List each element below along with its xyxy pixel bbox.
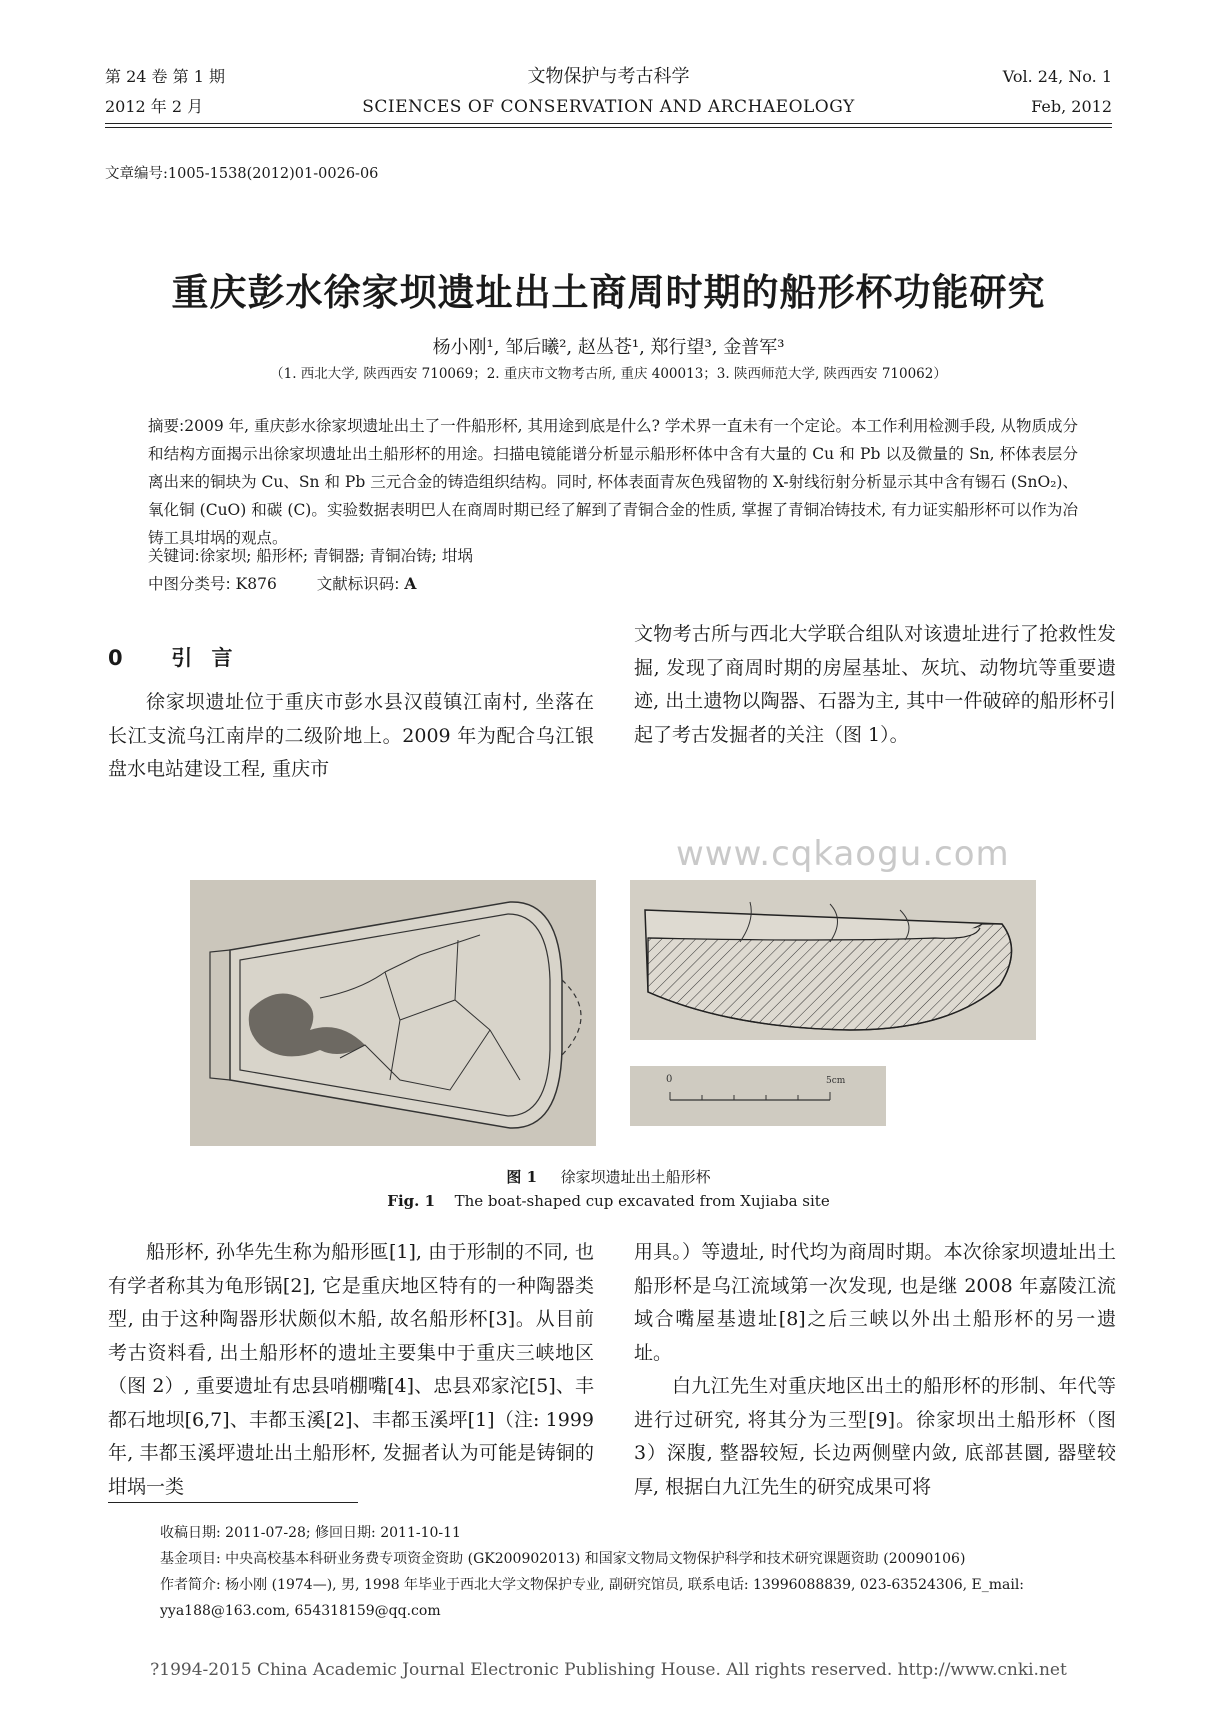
figure-caption-en-text: The boat-shaped cup excavated from Xujiaba site — [454, 1192, 830, 1210]
figure-photo-top-view — [190, 880, 596, 1146]
figure-caption-en-label: Fig. 1 — [387, 1192, 436, 1210]
copyright-footer: ?1994-2015 China Academic Journal Electronic Publishing House. All rights reserved. http://www.cnki.net — [150, 1660, 1067, 1680]
clc-value: K876 — [235, 575, 277, 593]
scale-start-label: 0 — [666, 1074, 673, 1085]
boat-cup-section-drawing — [630, 880, 1036, 1040]
footnote-fund: 基金项目: 中央高校基本科研业务费专项资金资助 (GK200902013) 和国家文物局文物保护科学和技术研究课题资助 (20090106) — [160, 1551, 966, 1567]
affiliations: （1. 西北大学, 陕西西安 710069；2. 重庆市文物考古所, 重庆 400013；3. 陕西师范大学, 陕西西安 710062） — [270, 366, 947, 382]
classification — [148, 570, 1078, 598]
article-number: 文章编号:1005-1538(2012)01-0026-06 — [105, 166, 379, 182]
figure-caption-en — [0, 1192, 1217, 1210]
header-rule — [105, 123, 1112, 124]
footnote-author-email: yya188@163.com, 654318159@qq.com — [160, 1603, 441, 1619]
figure-caption-cn-label: 图 1 — [506, 1168, 538, 1186]
journal-title-cn: 文物保护与考古科学 — [527, 66, 690, 87]
author-list: 杨小刚¹, 邹后曦², 赵丛苍¹, 郑行望³, 金普军³ — [432, 337, 785, 358]
intro-paragraph-1: 徐家坝遗址位于重庆市彭水县汉葭镇江南村, 坐落在长江支流乌江南岸的二级阶地上。2009 年为配合乌江银盘水电站建设工程, 重庆市 — [108, 691, 594, 780]
figure-caption-cn — [0, 1166, 1217, 1187]
keywords — [148, 542, 1078, 570]
body-paragraph-2: 船形杯, 孙华先生称为船形匜[1], 由于形制的不同, 也有学者称其为龟形锅[2], 它是重庆地区特有的一种陶器类型, 由于这种陶器形状颇似木船, 故名船形杯[3]。从目前考古资料看, 出土船形杯的遗址主要集中于重庆三峡地区（图 2）, 重要遗址有忠县哨棚嘴[4]、忠县邓家沱[5]、丰都石地坝[6,7]、丰都玉溪[2]、丰都玉溪坪[1]（注: 1999 年, 丰都玉溪坪遗址出土船形杯, 发掘者认为可能是铸铜的坩埚一类 — [108, 1241, 594, 1498]
abstract-label: 摘要: — [148, 417, 185, 435]
footnote-author: 作者简介: 杨小刚 (1974—), 男, 1998 年毕业于西北大学文物保护专业, 副研究馆员, 联系电话: 13996088839, 023-63524306, E_mail: — [160, 1577, 1025, 1593]
footnotes — [160, 1520, 1120, 1624]
intro-left-column — [108, 686, 594, 787]
paper-title: 重庆彭水徐家坝遗址出土商周时期的船形杯功能研究 — [171, 271, 1046, 314]
intro-paragraph-1-cont: 文物考古所与西北大学联合组队对该遗址进行了抢救性发掘, 发现了商周时期的房屋基址、灰坑、动物坑等重要遗迹, 出土遗物以陶器、石器为主, 其中一件破碎的船形杯引起了考古发掘者的关注（图 1）。 — [634, 623, 1116, 746]
clc-label: 中图分类号: — [148, 575, 231, 593]
figure-scale-bar — [630, 1066, 886, 1126]
section-heading — [108, 642, 239, 672]
keywords-label: 关键词: — [148, 547, 200, 565]
doc-code-value: A — [404, 574, 417, 593]
header-rule-thin — [105, 127, 1112, 128]
doc-code-label: 文献标识码: — [316, 575, 400, 593]
journal-date-en: Feb, 2012 — [1031, 97, 1112, 116]
journal-title-en: SCIENCES OF CONSERVATION AND ARCHAEOLOGY — [362, 97, 855, 117]
section-title: 引 言 — [171, 646, 239, 670]
abstract-text: 2009 年, 重庆彭水徐家坝遗址出土了一件船形杯, 其用途到底是什么? 学术界一直未有一个定论。本工作利用检测手段, 从物质成分和结构方面揭示出徐家坝遗址出土船形杯的用途。扫描电镜能谱分析显示船形杯体中含有大量的 Cu 和 Pb 以及微量的 Sn, 杯体表层分离出来的铜块为 Cu、Sn 和 Pb 三元合金的铸造组织结构。同时, 杯体表面青灰色残留物的 X-射线衍射分析显示其中含有锡石 (SnO₂)、氧化铜 (CuO) 和碳 (C)。实验数据表明巴人在商周时期已经了解到了青铜合金的性质, 掌握了青铜冶铸技术, 有力证实船形杯可以作为冶铸工具坩埚的观点。 — [148, 417, 1078, 547]
keywords-text: 徐家坝; 船形杯; 青铜器; 青铜冶铸; 坩埚 — [199, 547, 473, 565]
journal-volume: 第 24 卷 第 1 期 — [105, 67, 225, 86]
intro-right-column — [634, 618, 1116, 752]
scale-end-label: 5cm — [826, 1076, 846, 1086]
section-number: 0 — [108, 646, 129, 670]
figure-caption-cn-text: 徐家坝遗址出土船形杯 — [560, 1168, 711, 1186]
figure-photo-section-view — [630, 880, 1036, 1040]
footnote-rule — [108, 1502, 358, 1503]
journal-date: 2012 年 2 月 — [105, 97, 204, 116]
body-right-column — [634, 1236, 1116, 1504]
boat-cup-plan-drawing — [190, 880, 596, 1146]
journal-volume-en: Vol. 24, No. 1 — [1002, 67, 1112, 86]
body-paragraph-2-cont: 用具。）等遗址, 时代均为商周时期。本次徐家坝遗址出土船形杯是乌江流域第一次发现, 也是继 2008 年嘉陵江流域合嘴屋基遗址[8]之后三峡以外出土船形杯的另一遗址。 — [634, 1241, 1116, 1364]
site-watermark: www.cqkaogu.com — [676, 834, 1010, 874]
abstract — [148, 412, 1078, 552]
body-paragraph-3: 白九江先生对重庆地区出土的船形杯的形制、年代等进行过研究, 将其分为三型[9]。徐家坝出土船形杯（图 3）深腹, 整器较短, 长边两侧壁内敛, 底部甚圜, 器壁较厚, 根据白九江先生的研究成果可将 — [634, 1375, 1116, 1498]
footnote-received: 收稿日期: 2011-07-28; 修回日期: 2011-10-11 — [160, 1525, 461, 1541]
body-left-column — [108, 1236, 594, 1504]
